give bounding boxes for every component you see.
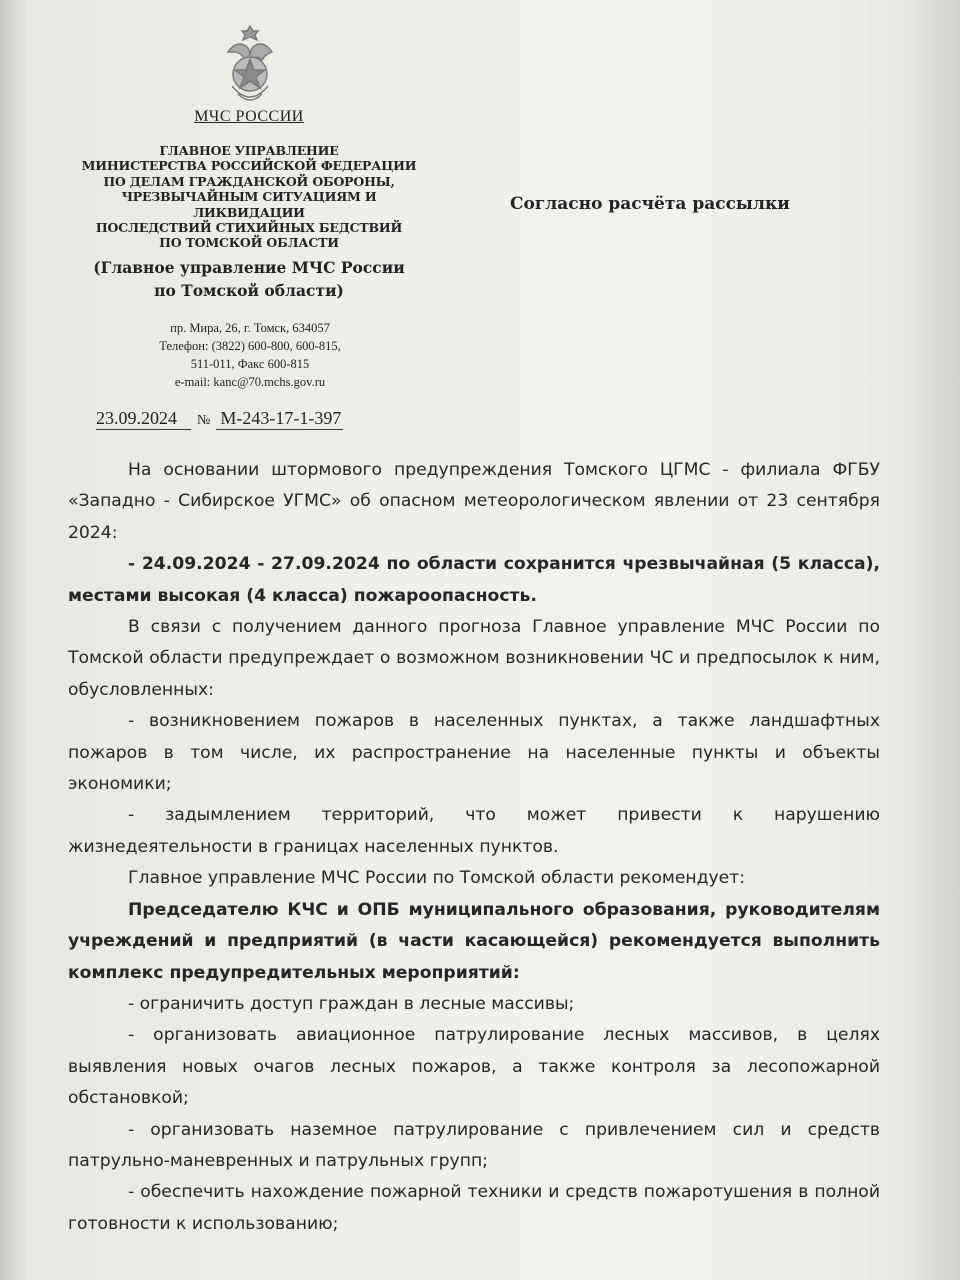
org-short-name <box>60 256 438 302</box>
org-line: ГЛАВНОЕ УПРАВЛЕНИЕ <box>159 143 339 158</box>
list-item: - организовать авиационное патрулирование лесных массивов, в целях выявления новых очагов лесных пожаров, а также контроля за лесопожарной обстановкой; <box>68 1025 880 1109</box>
list-item: - обеспечить нахождение пожарной техники и средств пожаротушения в полной готовности к использованию; <box>68 1182 880 1234</box>
org-short-line: (Главное управление МЧС России <box>93 258 405 277</box>
recommendation-heading: Председателю КЧС и ОПБ муниципального образования, руководителям учреждений и предприятий (в части касающейся) рекомендуется выполнить комплекс предупредительных мероприятий: <box>68 899 880 983</box>
document-date: 23.09.2024 <box>96 408 191 430</box>
document-number: М-243-17-1-397 <box>216 408 343 430</box>
org-line: ЧРЕЗВЫЧАЙНЫМ СИТУАЦИЯМ И <box>121 189 377 205</box>
warning-paragraph: - 24.09.2024 - 27.09.2024 по области сохранится чрезвычайная (5 класса), местами высокая (4 класса) пожароопасность. <box>68 554 880 606</box>
org-line: ЛИКВИДАЦИИ <box>193 204 305 220</box>
org-address <box>135 319 365 391</box>
org-line: ПОСЛЕДСТВИЙ СТИХИЙНЫХ БЕДСТВИЙ <box>95 220 403 236</box>
list-item: - задымлением территорий, что может привести к нарушению жизнедеятельности в границах населенных пунктов. <box>68 805 880 857</box>
org-line: ПО ТОМСКОЙ ОБЛАСТИ <box>159 235 339 251</box>
letter-body <box>68 455 880 1240</box>
org-full-name <box>60 143 438 251</box>
org-name: МЧС РОССИИ <box>194 108 304 125</box>
org-short-line: по Томской области) <box>154 281 344 300</box>
number-sign: № <box>197 413 211 428</box>
paragraph: В связи с получением данного прогноза Главное управление МЧС России по Томской области предупреждает о возможном возникновении ЧС и предпосылок к ним, обусловленных: <box>68 617 880 700</box>
org-line: МИНИСТЕРСТВА РОССИЙСКОЙ ФЕДЕРАЦИИ <box>81 158 417 174</box>
address-line: пр. Мира, 26, г. Томск, 634057 <box>170 321 330 335</box>
mchs-emblem-icon <box>218 22 282 108</box>
list-item: - ограничить доступ граждан в лесные массивы; <box>128 993 575 1014</box>
registration-line <box>96 408 343 430</box>
address-line: e-mail: kanc@70.mchs.gov.ru <box>174 375 326 389</box>
list-item: - возникновением пожаров в населенных пунктах, а также ландшафтных пожаров в том числе, их распространение на населенные пункты и объекты экономики; <box>68 711 880 795</box>
paragraph: На основании штормового предупреждения Томского ЦГМС - филиала ФГБУ «Западно - Сибирское УГМС» об опасном метеорологическом явлении от 23 сентября 2024: <box>68 460 880 543</box>
recipient: Согласно расчёта рассылки <box>510 194 790 214</box>
address-line: Телефон: (3822) 600-800, 600-815, <box>159 339 341 353</box>
address-line: 511-011, Факс 600-815 <box>190 357 310 371</box>
list-item: - организовать наземное патрулирование с привлечением сил и средств патрульно-маневренных и патрульных групп; <box>68 1119 880 1171</box>
paragraph: Главное управление МЧС России по Томской области рекомендует: <box>128 868 746 889</box>
org-line: ПО ДЕЛАМ ГРАЖДАНСКОЙ ОБОРОНЫ, <box>103 173 395 189</box>
